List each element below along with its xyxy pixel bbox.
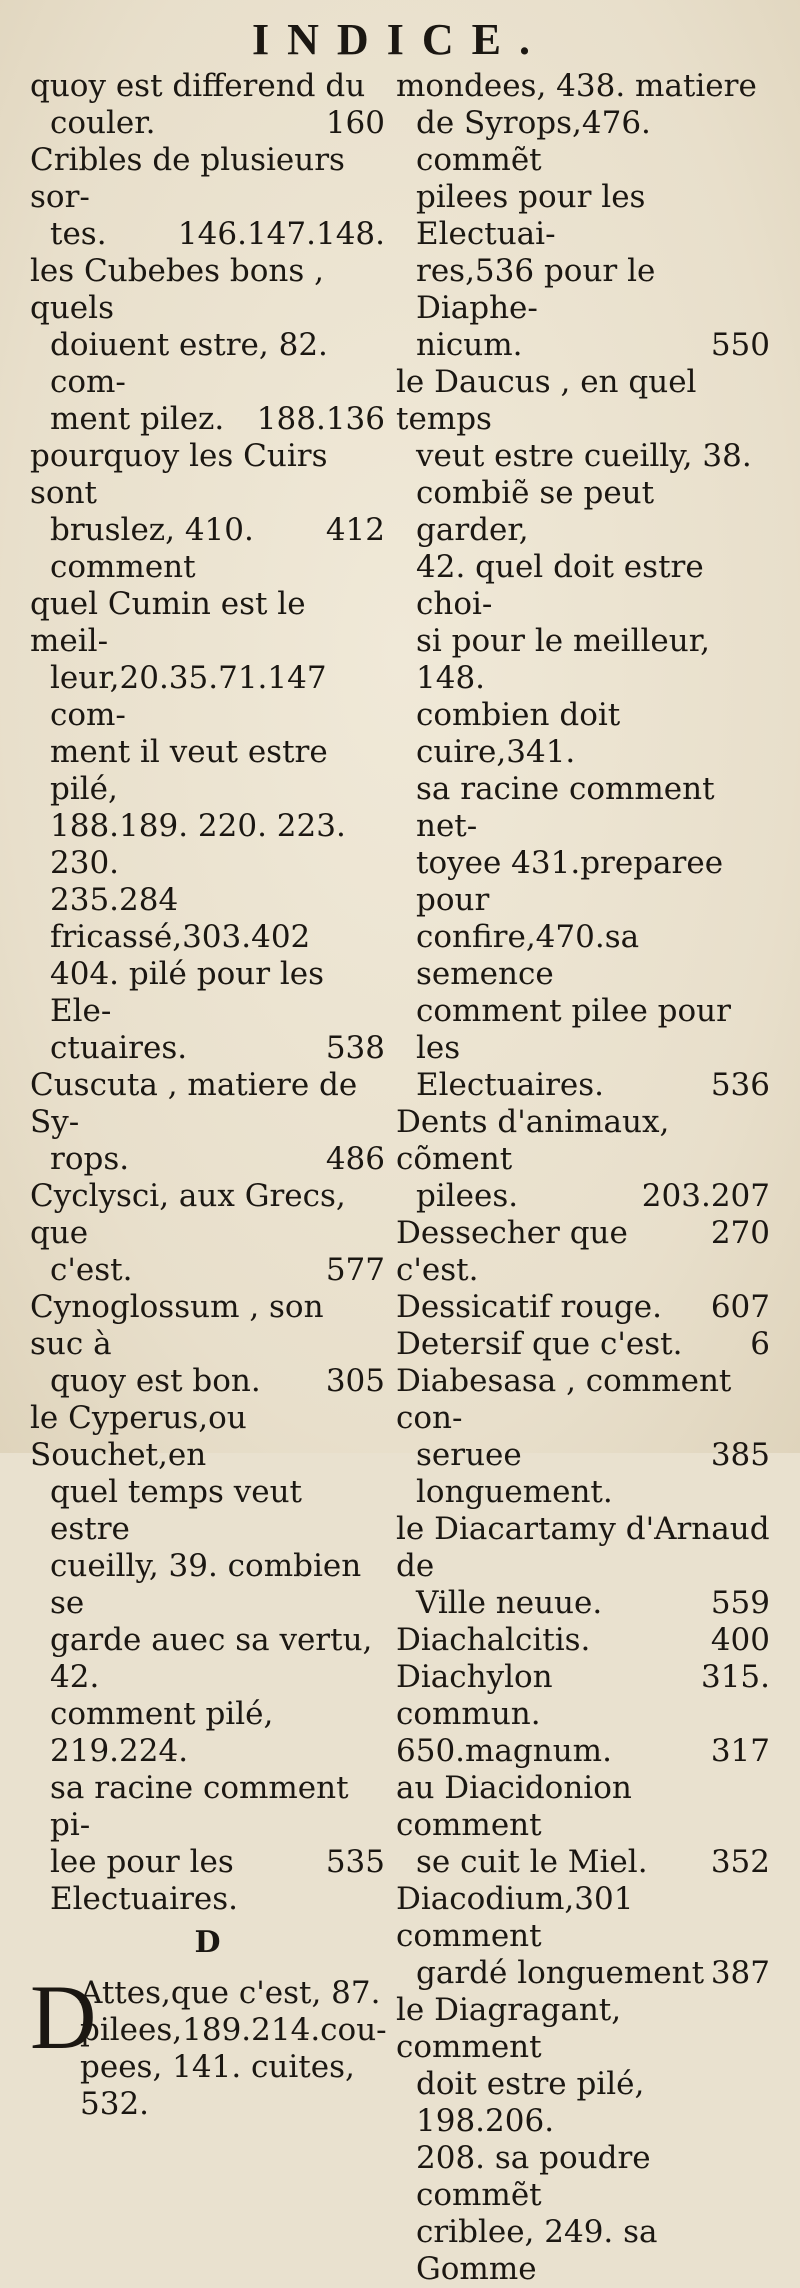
entry-text: c'est. [50, 1252, 133, 1288]
entry-line [396, 993, 770, 1067]
page-reference: 203.207 [641, 1178, 770, 1214]
entry-line [396, 364, 770, 438]
entry-line [30, 105, 385, 142]
entry-text: Cuscuta , matiere de Sy- [30, 1067, 358, 1140]
index-entry [396, 1104, 770, 1215]
entry-line [30, 808, 385, 882]
entry-line [30, 882, 385, 956]
entry-line [30, 1363, 385, 1400]
entry-text: quoy est differend du [30, 68, 366, 104]
entry-text: pilees. [416, 1178, 519, 1214]
entry-text: lee pour les Electuaires. [50, 1844, 238, 1917]
entry-text: Diabesasa , comment con- [396, 1363, 732, 1436]
left-column [30, 68, 385, 2123]
page-reference: 385 [710, 1437, 770, 1473]
index-entry [396, 1215, 770, 1289]
entry-line [30, 1400, 385, 1474]
entry-line [396, 1363, 770, 1437]
entry-text: nicum. [416, 327, 523, 363]
entry-line [30, 1030, 385, 1067]
entry-text: criblee, 249. sa Gomme [416, 2214, 658, 2287]
entry-line [396, 1104, 770, 1178]
entry-text: comment pilee pour les [416, 993, 731, 1066]
page-reference: 146.147.148. [177, 216, 385, 252]
entry-text: le Diacartamy d'Arnaud de [396, 1511, 770, 1584]
entry-line [30, 401, 385, 438]
entry-text: 235.284 fricassé,303.402 [50, 882, 311, 955]
page-reference: 486 [325, 1141, 385, 1177]
index-entry [30, 1178, 385, 1289]
entry-text: ctuaires. [50, 1030, 188, 1066]
entry-text: se cuit le Miel. [416, 1844, 648, 1880]
page-reference: 305 [325, 1363, 385, 1399]
entry-text: Cyclysci, aux Grecs, que [30, 1178, 346, 1251]
entry-line [396, 2140, 770, 2214]
entry-line [30, 1289, 385, 1363]
index-entry [396, 1511, 770, 1622]
entry-text: Dessicatif rouge. [396, 1289, 662, 1325]
entry-line [396, 475, 770, 549]
entry-text: 208. sa poudre commẽt [416, 2140, 651, 2213]
entry-text: le Daucus , en quel temps [396, 364, 697, 437]
entry-text: seruee longuement. [416, 1437, 613, 1510]
entry-line [396, 1770, 770, 1844]
page-reference: 160 [325, 105, 385, 141]
entry-line [396, 68, 770, 105]
page-reference: 317 [710, 1733, 770, 1769]
entry-text: Electuaires. [416, 1067, 604, 1103]
index-entry [396, 364, 770, 1104]
index-entry [396, 1326, 770, 1363]
entry-text: de Syrops,476. commẽt [416, 105, 651, 178]
entry-line [30, 512, 385, 586]
entry-line [396, 1437, 770, 1511]
entry-line [396, 179, 770, 253]
page-reference: 535 [325, 1844, 385, 1880]
page-reference: 387 [710, 1955, 770, 1991]
entry-text: couler. [50, 105, 156, 141]
index-entry [30, 1067, 385, 1178]
index-entry [30, 68, 385, 142]
entry-text: combien doit cuire,341. [416, 697, 621, 770]
entry-text: ment pilez. [50, 401, 225, 437]
entry-line [396, 1289, 770, 1326]
entry-text: res,536 pour le Diaphe- [416, 253, 656, 326]
page-title: INDICE. [252, 15, 548, 64]
entry-line [30, 1770, 385, 1844]
entry-line [396, 919, 770, 993]
index-entry [396, 1289, 770, 1326]
page-reference: 607 [710, 1289, 770, 1325]
entry-line [396, 2214, 770, 2288]
entry-line [30, 1696, 385, 1770]
index-entry [30, 142, 385, 253]
entry-text: quel Cumin est le meil- [30, 586, 306, 659]
right-column [396, 68, 770, 2288]
index-entry [30, 586, 385, 1067]
index-entry [396, 1992, 770, 2288]
entry-line [30, 956, 385, 1030]
page-reference: 400 [710, 1622, 770, 1658]
entry-text: pilees pour les Electuai- [416, 179, 646, 252]
entry-line [396, 1659, 770, 1733]
entry-line [396, 845, 770, 919]
entry-line [396, 623, 770, 697]
entry-line [30, 1474, 385, 1548]
entry-line [30, 142, 385, 216]
entry-line: pilees,189.214.cou- [80, 2012, 387, 2048]
index-entry [396, 1881, 770, 1992]
entry-text: 650.magnum. [396, 1733, 612, 1769]
entry-text: bruslez, 410. comment [50, 512, 254, 585]
entry-line [30, 1067, 385, 1141]
page-reference: 352 [710, 1844, 770, 1880]
entry-text: gardé longuement [416, 1955, 705, 1991]
index-entry [396, 1659, 770, 1733]
entry-text: Diachalcitis. [396, 1622, 591, 1658]
entry-text: 188.189. 220. 223. 230. [50, 808, 346, 881]
entry-line [30, 216, 385, 253]
page-reference: 270 [710, 1215, 770, 1251]
entry-line [30, 1178, 385, 1252]
entry-line [396, 1992, 770, 2066]
entry-line [396, 1178, 770, 1215]
entry-text: Detersif que c'est. [396, 1326, 683, 1362]
entry-line [396, 1881, 770, 1955]
index-entry [30, 1400, 385, 1918]
entry-text: ment il veut estre pilé, [50, 734, 328, 807]
entry-text: pourquoy les Cuirs sont [30, 438, 328, 511]
entry-text: mondees, 438. matiere [396, 68, 757, 104]
entry-text: Dessecher que c'est. [396, 1215, 628, 1288]
entry-line [30, 660, 385, 734]
entry-line [396, 549, 770, 623]
entry-text: combiẽ se peut garder, [416, 475, 655, 548]
entry-text: cueilly, 39. combien se [50, 1548, 362, 1621]
entry-line [396, 1511, 770, 1585]
entry-text: Ville neuue. [416, 1585, 603, 1621]
page-reference: 6 [750, 1326, 770, 1362]
entry-line [30, 1252, 385, 1289]
entry-line [396, 1067, 770, 1104]
drop-cap: D [30, 1966, 97, 2068]
page-reference: 538 [325, 1030, 385, 1066]
entry-line [396, 1844, 770, 1881]
entry-line [396, 105, 770, 179]
entry-line [396, 771, 770, 845]
page-reference: 577 [325, 1252, 385, 1288]
entry-text: veut estre cueilly, 38. [416, 438, 752, 474]
entry-line [30, 438, 385, 512]
entry-text: sa racine comment pi- [50, 1770, 349, 1843]
entry-text: 42. quel doit estre choi- [416, 549, 704, 622]
entry-text: le Cyperus,ou Souchet,en [30, 1400, 247, 1473]
entry-line [396, 1585, 770, 1622]
entry-text: les Cubebes bons , quels [30, 253, 324, 326]
entry-line [396, 1326, 770, 1363]
entry-text: garde auec sa vertu, 42. [50, 1622, 373, 1695]
entry-line [396, 1733, 770, 1770]
entry-text: si pour le meilleur, 148. [416, 623, 711, 696]
entry-line [396, 327, 770, 364]
index-entry [396, 1622, 770, 1659]
entry-text: sa racine comment net- [416, 771, 715, 844]
entry-text: leur,20.35.71.147 com- [50, 660, 327, 733]
page-reference: 188.136 [256, 401, 385, 437]
entry-line [30, 586, 385, 660]
entry-line [396, 253, 770, 327]
index-entry [30, 253, 385, 438]
entry-line [30, 1141, 385, 1178]
entry-line [396, 697, 770, 771]
index-entry [396, 1733, 770, 1770]
entry-text: comment pilé, 219.224. [50, 1696, 274, 1769]
entry-line [30, 68, 385, 105]
entry-line [30, 327, 385, 401]
entry-line [30, 1844, 385, 1918]
entry-text: toyee 431.preparee pour [416, 845, 724, 918]
dropcap-entry [30, 1966, 387, 2123]
entry-line [396, 2066, 770, 2140]
entry-line [396, 438, 770, 475]
entry-line [396, 1622, 770, 1659]
index-entry [396, 1770, 770, 1881]
entry-text: quoy est bon. [50, 1363, 261, 1399]
entry-line [30, 1548, 385, 1622]
entry-line: Attes,que c'est, 87. [80, 1975, 381, 2011]
index-entry [30, 1289, 385, 1400]
entry-text: Dents d'animaux, cõment [396, 1104, 670, 1177]
entry-line [30, 1622, 385, 1696]
entry-text: Diacodium,301 comment [396, 1881, 634, 1954]
entry-text: doiuent estre, 82. com- [50, 327, 328, 400]
entry-line: pees, 141. cuites, 532. [80, 2049, 355, 2122]
index-entry [396, 1363, 770, 1511]
page-reference: 536 [710, 1067, 770, 1103]
entry-text: le Diagragant, comment [396, 1992, 622, 2065]
entry-text: tes. [50, 216, 107, 252]
page-reference: 550 [710, 327, 770, 363]
index-entry [30, 438, 385, 586]
entry-text: Cynoglossum , son suc à [30, 1289, 324, 1362]
entry-line [396, 1955, 770, 1992]
index-entry [396, 68, 770, 364]
entry-text: confire,470.sa semence [416, 919, 640, 992]
entry-line [30, 253, 385, 327]
entry-text: au Diacidonion comment [396, 1770, 632, 1843]
entry-text: doit estre pilé, 198.206. [416, 2066, 645, 2139]
entry-text: Cribles de plusieurs sor- [30, 142, 345, 215]
entry-text: rops. [50, 1141, 130, 1177]
entry-text: 404. pilé pour les Ele- [50, 956, 325, 1029]
section-letter: D [194, 1925, 221, 1960]
page-reference: 412 [325, 512, 385, 548]
entry-line [396, 1215, 770, 1289]
entry-text: quel temps veut estre [50, 1474, 303, 1547]
page-reference: 315. [700, 1659, 770, 1695]
page-reference: 559 [710, 1585, 770, 1621]
entry-line [30, 734, 385, 808]
entry-text: Diachylon commun. [396, 1659, 553, 1732]
